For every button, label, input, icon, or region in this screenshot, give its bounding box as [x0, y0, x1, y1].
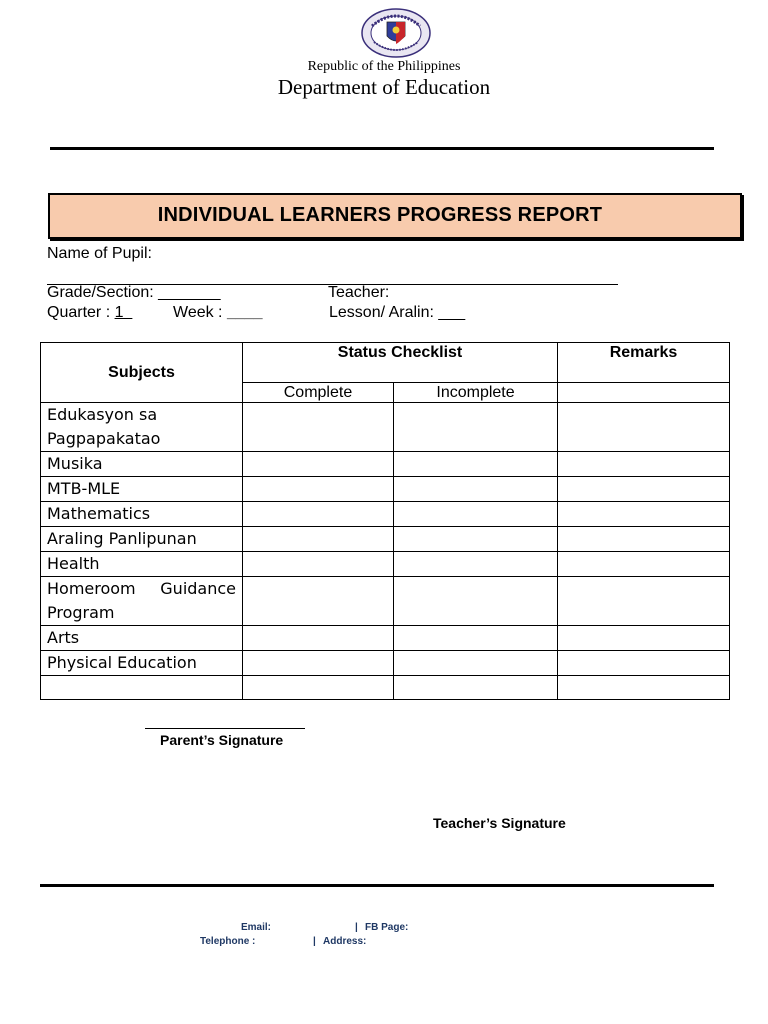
remarks-cell[interactable] — [558, 651, 730, 676]
quarter-value[interactable]: 1 — [114, 304, 124, 321]
department-name: Department of Education — [277, 75, 491, 99]
complete-cell[interactable] — [243, 502, 394, 527]
remarks-cell[interactable] — [558, 676, 730, 700]
subject-name: Araling Panlipunan — [41, 527, 243, 552]
subject-name: Musika — [41, 452, 243, 477]
subject-name: MTB-MLE — [41, 477, 243, 502]
subject-name: Arts — [41, 626, 243, 651]
remarks-cell[interactable] — [558, 502, 730, 527]
subject-row — [41, 452, 730, 477]
remarks-cell[interactable] — [558, 577, 730, 626]
report-title-box — [48, 193, 742, 239]
week-field — [173, 304, 263, 322]
subject-row — [41, 577, 730, 626]
footer-divider — [40, 884, 714, 887]
footer-separator: | — [313, 936, 316, 947]
incomplete-cell[interactable] — [394, 502, 558, 527]
incomplete-cell[interactable] — [394, 651, 558, 676]
complete-cell[interactable] — [243, 626, 394, 651]
subject-name: Health — [41, 552, 243, 577]
deped-seal-icon — [360, 8, 432, 58]
incomplete-cell[interactable] — [394, 403, 558, 452]
header-divider — [50, 147, 714, 150]
incomplete-cell[interactable] — [394, 552, 558, 577]
footer-telephone-label: Telephone : — [200, 936, 256, 947]
remarks-cell[interactable] — [558, 626, 730, 651]
incomplete-cell[interactable] — [394, 676, 558, 700]
complete-cell[interactable] — [243, 403, 394, 452]
subject-name: Physical Education — [41, 651, 243, 676]
grade-section-label: Grade/Section: _______ — [47, 284, 221, 301]
complete-cell[interactable] — [243, 452, 394, 477]
remarks-cell[interactable] — [558, 452, 730, 477]
complete-cell[interactable] — [243, 676, 394, 700]
incomplete-cell[interactable] — [394, 452, 558, 477]
progress-table — [40, 342, 730, 700]
remarks-cell[interactable] — [558, 527, 730, 552]
subject-name — [41, 676, 243, 700]
subjects-header: Subjects — [41, 343, 243, 403]
subject-row — [41, 477, 730, 502]
quarter-label: Quarter : — [47, 304, 115, 321]
teacher-label: Teacher: — [328, 284, 390, 301]
subject-row — [41, 403, 730, 452]
pupil-name-label: Name of Pupil: — [47, 245, 152, 262]
complete-cell[interactable] — [243, 651, 394, 676]
complete-header: Complete — [243, 383, 394, 403]
footer-email-label: Email: — [241, 922, 272, 933]
report-title: INDIVIDUAL LEARNERS PROGRESS REPORT — [157, 204, 603, 226]
incomplete-header: Incomplete — [394, 383, 558, 403]
subject-name: Homeroom Guidance Program — [41, 577, 243, 626]
subject-row — [41, 552, 730, 577]
remarks-header: Remarks — [558, 343, 730, 383]
parent-signature-label: Parent’s Signature — [160, 732, 284, 748]
subject-row — [41, 676, 730, 700]
quarter-field — [47, 304, 132, 322]
incomplete-cell[interactable] — [394, 577, 558, 626]
teacher-signature-label: Teacher’s Signature — [433, 815, 566, 831]
remarks-cell[interactable] — [558, 403, 730, 452]
incomplete-cell[interactable] — [394, 477, 558, 502]
parent-signature-line[interactable] — [145, 728, 305, 729]
complete-cell[interactable] — [243, 527, 394, 552]
status-checklist-header: Status Checklist — [243, 343, 558, 383]
subject-row — [41, 626, 730, 651]
incomplete-cell[interactable] — [394, 626, 558, 651]
remarks-subheader-cell — [558, 383, 730, 403]
incomplete-cell[interactable] — [394, 527, 558, 552]
subject-row — [41, 527, 730, 552]
footer-address-label: Address: — [323, 936, 367, 947]
footer-separator: | — [355, 922, 358, 933]
complete-cell[interactable] — [243, 577, 394, 626]
complete-cell[interactable] — [243, 477, 394, 502]
remarks-cell[interactable] — [558, 477, 730, 502]
subject-row — [41, 502, 730, 527]
lesson-label: Lesson/ Aralin: ___ — [329, 304, 466, 321]
week-value[interactable]: ____ — [226, 304, 263, 321]
week-label: Week : — [173, 304, 227, 321]
subject-name: Mathematics — [41, 502, 243, 527]
remarks-cell[interactable] — [558, 552, 730, 577]
footer-fb-page-label: FB Page: — [365, 922, 409, 933]
subject-row — [41, 651, 730, 676]
complete-cell[interactable] — [243, 552, 394, 577]
republic-text: Republic of the Philippines — [307, 59, 461, 74]
subject-name: Edukasyon sa Pagpapakatao — [41, 403, 243, 452]
